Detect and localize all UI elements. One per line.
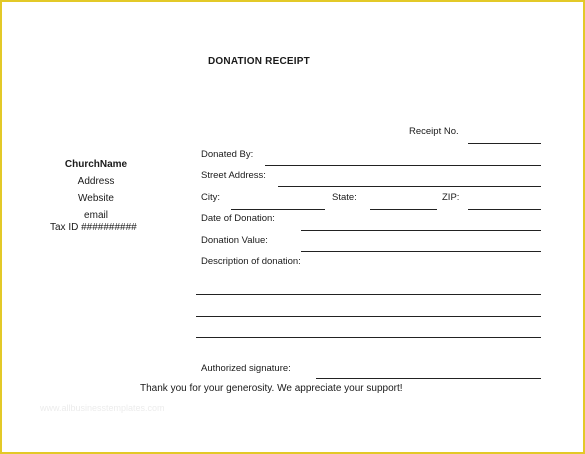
church-address: Address xyxy=(77,176,115,187)
church-email: email xyxy=(84,210,108,221)
donation-value-field[interactable] xyxy=(301,251,541,252)
church-website: Website xyxy=(78,193,114,204)
description-line-2[interactable] xyxy=(196,316,541,317)
zip-label: ZIP: xyxy=(442,192,460,203)
city-field[interactable] xyxy=(231,209,325,210)
church-tax-id: Tax ID ########## xyxy=(50,222,137,233)
description-label: Description of donation: xyxy=(201,256,301,267)
description-line-3[interactable] xyxy=(196,337,541,338)
state-label: State: xyxy=(332,192,357,203)
city-label: City: xyxy=(201,192,220,203)
document-title: DONATION RECEIPT xyxy=(208,56,310,67)
donated-by-field[interactable] xyxy=(265,165,541,166)
date-of-donation-field[interactable] xyxy=(301,230,541,231)
receipt-no-field[interactable] xyxy=(468,143,541,144)
authorized-signature-label: Authorized signature: xyxy=(201,363,291,374)
donation-value-label: Donation Value: xyxy=(201,235,268,246)
date-of-donation-label: Date of Donation: xyxy=(201,213,275,224)
watermark-text: www.allbusinesstemplates.com xyxy=(40,403,165,413)
authorized-signature-field[interactable] xyxy=(316,378,541,379)
zip-field[interactable] xyxy=(468,209,541,210)
thank-you-message: Thank you for your generosity. We appreciate your support! xyxy=(140,383,403,394)
description-line-1[interactable] xyxy=(196,294,541,295)
donated-by-label: Donated By: xyxy=(201,149,254,160)
church-info xyxy=(40,156,152,224)
receipt-no-label: Receipt No. xyxy=(409,126,459,137)
street-address-label: Street Address: xyxy=(201,170,266,181)
street-address-field[interactable] xyxy=(278,186,541,187)
church-name: ChurchName xyxy=(64,159,128,170)
state-field[interactable] xyxy=(370,209,437,210)
